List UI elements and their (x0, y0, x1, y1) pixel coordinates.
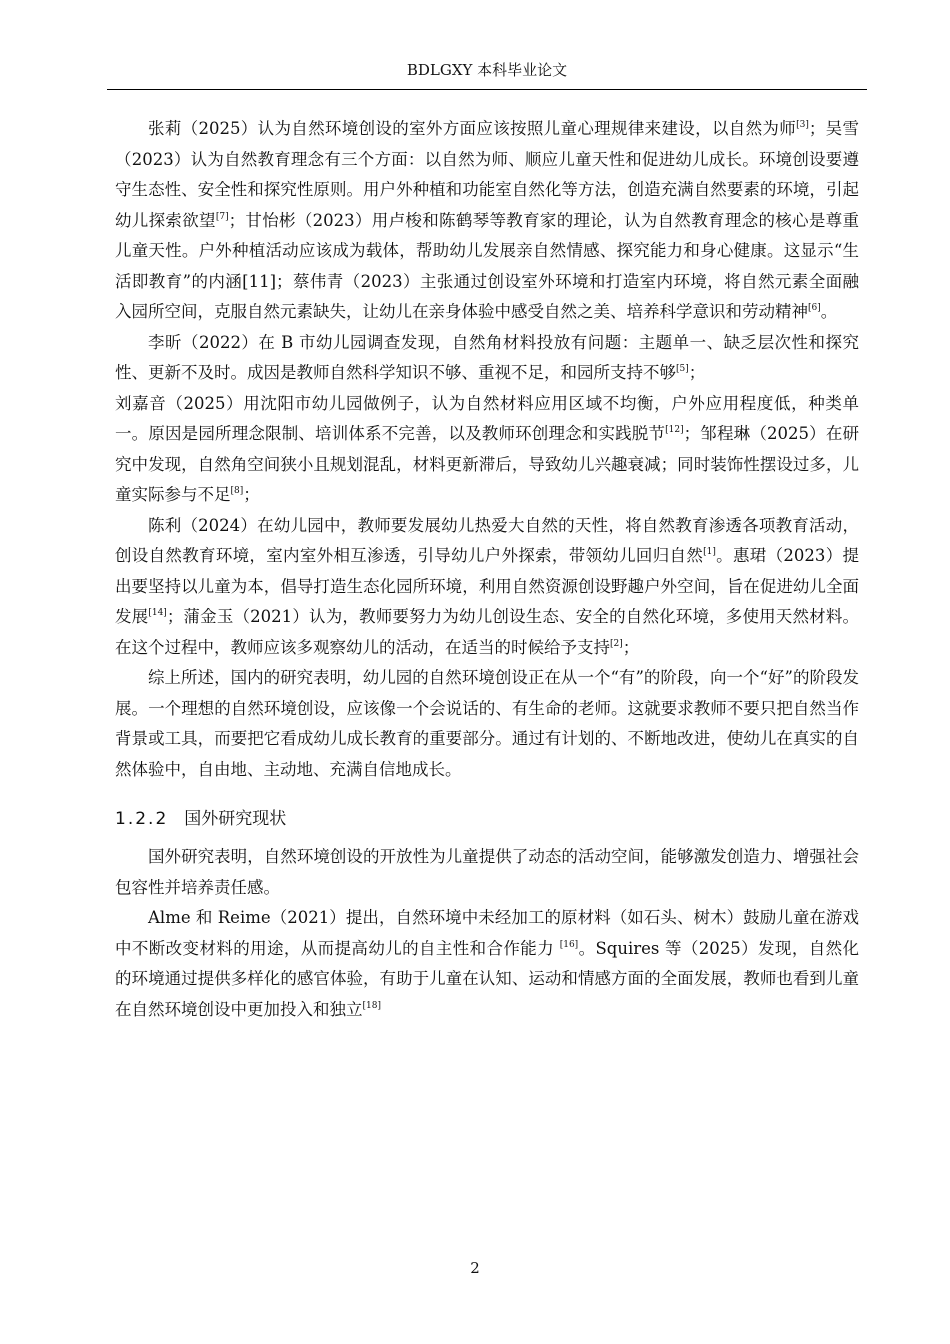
section-title: 国外研究现状 (184, 809, 287, 829)
paragraph-text: ；吴雪（2023）认为自然教育理念有三个方面：以自然为师、顺应儿童天性和促进幼儿成长。环境创设要遵守生态性、安全性和探究性原则。用户外种植和功能室自然化等方法，创造充满自然要素的环境，引起幼儿探索欲望 (115, 119, 859, 230)
paragraph-text: 。Squires 等（2025）发现，自然化的环境通过提供多样化的感官体验，有助于儿童在认知、运动和情感方面的全面发展，教师也看到儿童在自然环境创设中更加投入和独立 (115, 938, 859, 1019)
paragraph-text: ； (688, 363, 706, 382)
paragraph (115, 389, 859, 511)
running-header-title: BDLGXY 本科毕业论文 (406, 61, 568, 79)
paragraph-text: ；甘怡彬（2023）用卢梭和陈鹤琴等教育家的理论，认为自然教育理念的核心是尊重儿童天性。户外种植活动应该成为载体，帮助幼儿发展亲自然情感、探究能力和身心健康。这显示“生活即教育”的内涵[11]；蔡伟青（2023）主张通过创设室外环境和打造室内环境，将自然元素全面融入园所空间，克服自然元素缺失，让幼儿在亲身体验中感受自然之美、培养科学意识和劳动精神 (115, 210, 860, 321)
citation-ref: [5] (676, 364, 689, 374)
citation-ref: [7] (215, 211, 229, 222)
paragraph-group-foreign (115, 842, 859, 1025)
paragraph-text: 李昕（2022）在 B 市幼儿园调查发现，自然角材料投放有问题：主题单一、缺乏层次性和探究性、更新不及时。成因是教师自然科学知识不够、重视不足，和园所支持不够 (115, 332, 859, 382)
citation-ref: [12] (665, 425, 684, 435)
paragraph (115, 903, 859, 1025)
citation-ref: [18] (362, 1000, 381, 1011)
paragraph-text: 国外研究表明，自然环境创设的开放性为儿童提供了动态的活动空间，能够激发创造力、增强社会包容性并培养责任感。 (115, 847, 859, 897)
paragraph-text: 张莉（2025）认为自然环境创设的室外方面应该按照儿童心理规律来建设，以自然为师 (148, 119, 797, 138)
section-heading (115, 804, 859, 834)
paragraph-text: Alme 和 Reime（2021）提出，自然环境中未经加工的原材料（如石头、树木）鼓励儿童在游戏中不断改变材料的用途，从而提高幼儿的自主性和合作能力 (115, 908, 859, 958)
paragraph-group-domestic (115, 114, 859, 785)
page-number: 2 (470, 1259, 480, 1277)
paragraph (115, 842, 859, 903)
citation-ref: [14] (148, 608, 167, 618)
paragraph-text: 陈利（2024）在幼儿园中，教师要发展幼儿热爱大自然的天性，将自然教育渗透各项教育活动，创设自然教育环境，室内室外相互渗透，引导幼儿户外探索，带领幼儿回归自然 (115, 515, 859, 565)
paragraph (115, 511, 859, 664)
paragraph-text: 刘嘉音（2025）用沈阳市幼儿园做例子，认为自然材料应用区域不均衡，户外应用程度低，种类单一。原因是园所理念限制、培训体系不完善，以及教师环创理念和实践脱节 (115, 393, 859, 443)
paragraph-text: ； (243, 485, 260, 504)
citation-ref: [1] (703, 547, 716, 557)
body-text (115, 114, 859, 1025)
citation-ref: [3] (796, 120, 809, 130)
citation-ref: [16] (559, 939, 579, 950)
paragraph-text: ；蒲金玉（2021）认为，教师要努力为幼儿创设生态、安全的自然化环境，多使用天然材料。在这个过程中，教师应该多观察幼儿的活动，在适当的时候给予支持 (115, 607, 859, 657)
paragraph-text: 综上所述，国内的研究表明，幼儿园的自然环境创设正在从一个“有”的阶段，向一个“好”的阶段发展。一个理想的自然环境创设，应该像一个会说话的、有生命的老师。这就要求教师不要只把自然当作背景或工具，而要把它看成幼儿成长教育的重要部分。通过有计划的、不断地改进，使幼儿在真实的自然体验中，自由地、主动地、充满自信地成长。 (115, 668, 859, 779)
paragraph-text: ； (622, 637, 640, 657)
paragraph (115, 328, 859, 389)
citation-ref: [6] (808, 303, 821, 313)
paragraph-text: ；邹程琳（2025）在研究中发现，自然角空间狭小且规划混乱，材料更新滞后，导致幼儿兴趣衰减；同时装饰性摆设过多，儿童实际参与不足 (115, 424, 860, 504)
citation-ref: [2] (610, 638, 623, 649)
citation-ref: [8] (230, 486, 244, 496)
paragraph (115, 114, 859, 328)
section-number: 1.2.2 (115, 809, 169, 829)
paragraph (115, 663, 859, 785)
running-header (107, 58, 867, 90)
paragraph-text: 。 (820, 302, 838, 321)
paragraph-text: 。惠珺（2023）提出要坚持以儿童为本，倡导打造生态化园所环境，利用自然资源创设野趣户外空间，旨在促进幼儿全面发展 (115, 546, 859, 626)
